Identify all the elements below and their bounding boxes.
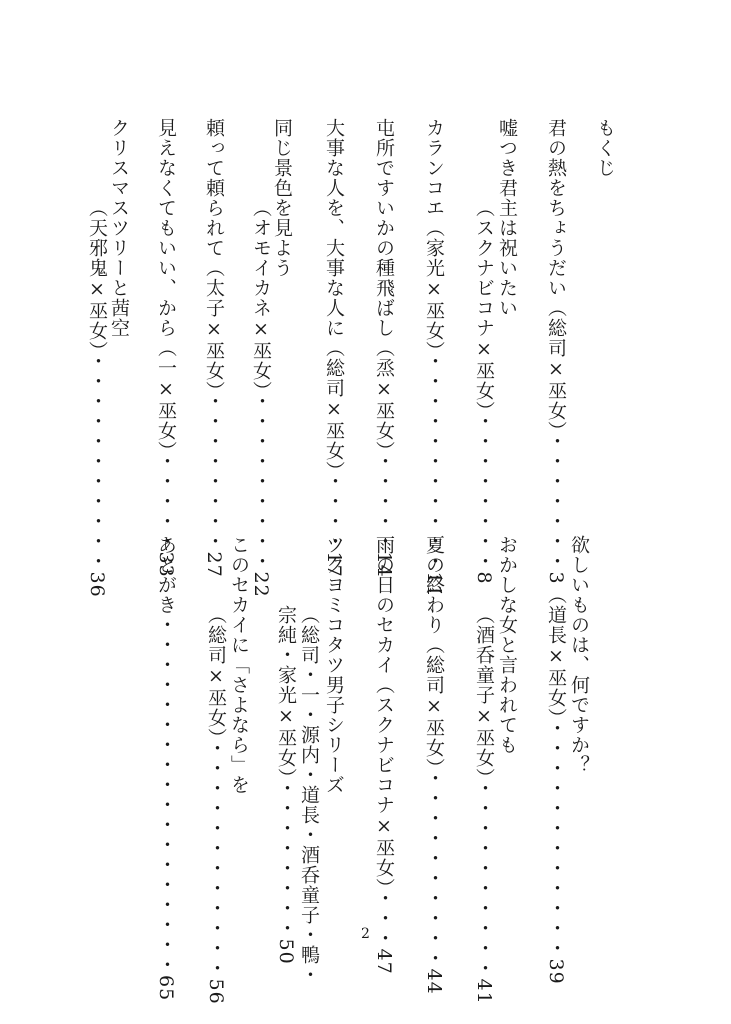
toc-entry-text: このセカイに「さよなら」を [228,535,250,795]
toc-entry-text: 大事な人を、大事な人に（総司×巫女）・・・・17 [323,118,345,578]
toc-entry-sub [83,198,109,598]
toc-entry-subtext: （酒呑童子×巫女）・・・・・・・・・・41 [473,605,495,1005]
toc-entry-text: 見えなくてもいい、から（一×巫女）・・・・・33 [155,118,177,578]
toc-entry [225,535,251,795]
toc-entry-text: 君の熱をちょうだい（総司×巫女）・・・・・・・3 [545,118,567,585]
toc-entry [320,118,346,578]
toc-entry-text: 嘘つき君主は祝いたい [496,118,518,318]
toc-entry-text: おかしな女と言われても [496,535,518,755]
toc-entry [320,535,346,795]
toc-entry-sub [470,198,496,585]
toc-entry-text: 欲しいものは、何ですか？ [568,535,590,775]
toc-entry-subtext: （総司・一・源内・道長・酒呑童子・鴨・ [298,605,320,985]
toc-entry-subtext: 宗純・家光×巫女）・・・・・・・・50 [275,605,297,965]
toc-entry-text: クリスマスツリーと茜空 [108,118,130,338]
toc-entry [493,535,519,755]
toc-entry-sub [202,605,228,1005]
toc-entry [420,118,446,598]
toc-entry [105,118,131,338]
toc-entry-sub [470,605,496,1005]
toc-entry [370,118,396,578]
toc-entry-text: 雨の日のセカイ（スクナビコナ×巫女）・・・47 [373,535,395,975]
toc-entry [493,118,519,498]
toc-entry-text: 屯所ですいかの種飛ばし（烝×巫女）・・・・・14 [373,118,395,578]
toc-title: もくじ [594,118,616,178]
toc-entry [152,118,178,578]
page-number: 2 [361,926,370,942]
toc-entry-text: 同じ景色を見よう [271,118,293,278]
toc-entry-subtext: （スクナビコナ×巫女）・・・・・・・・8 [473,198,495,585]
toc-entry [200,118,226,578]
toc-entry-sub [247,198,273,598]
toc-entry-sub [272,605,298,965]
toc-entry [542,118,568,585]
toc-entry-subtext: （オモイカネ×巫女）・・・・・・・・・22 [250,198,272,598]
toc-entry-text: あとがき・・・・・・・・・・・・・・・・・・65 [155,535,177,1002]
toc-entry-text: 頼って頼られて（太子×巫女）・・・・・・・・27 [203,118,225,578]
toc-entry-subtext: （天邪鬼×巫女）・・・・・・・・・・・36 [86,198,108,598]
toc-entry-sub [542,585,568,985]
toc-entry-text: ツクヨミコタツ男子シリーズ [323,535,345,795]
toc-entry-text: 夏の終わり（総司×巫女）・・・・・・・・・・44 [423,535,445,995]
toc-entry [370,535,396,975]
toc-entry-subtext: （道長×巫女）・・・・・・・・・・・・39 [545,585,567,985]
toc-entry [565,535,591,775]
toc-entry-subtext: （総司×巫女）・・・・・・・・・・・・56 [205,605,227,1005]
toc-entry-text: カランコエ（家光×巫女）・・・・・・・・・・・11 [423,118,445,598]
